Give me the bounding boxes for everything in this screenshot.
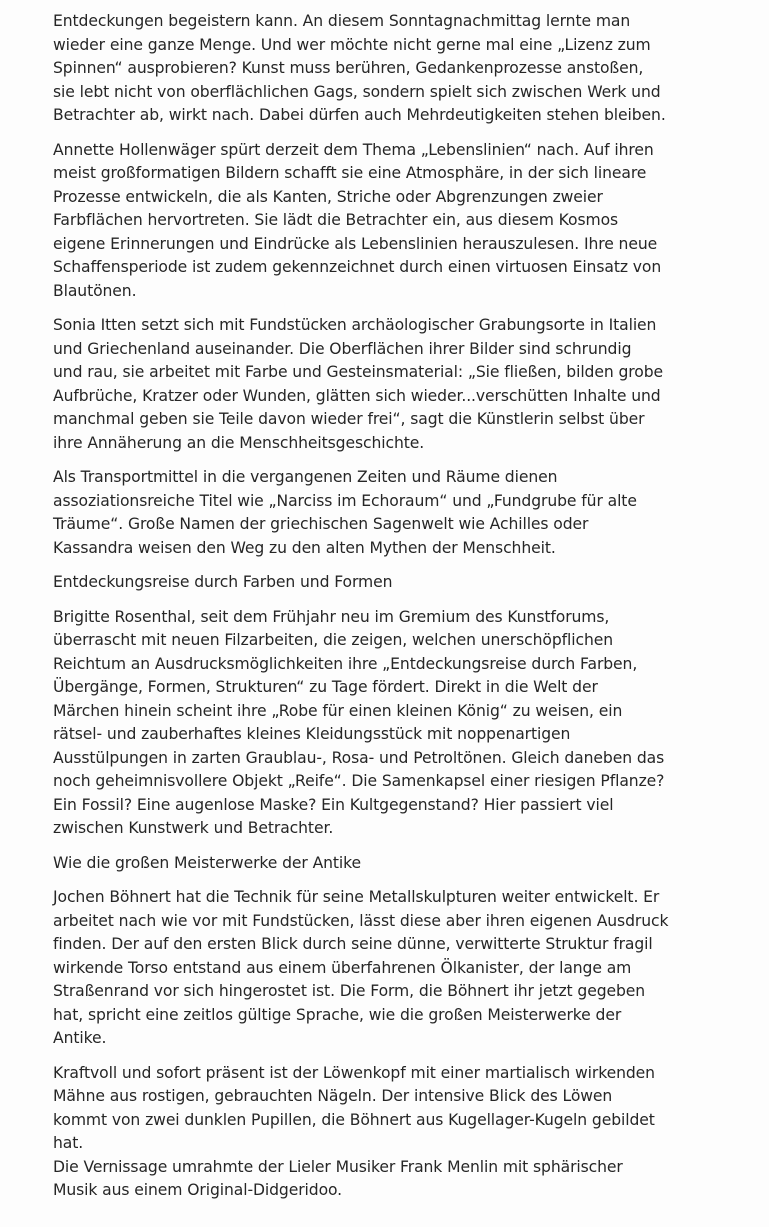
paragraph-4: [53, 466, 725, 560]
text-line: manchmal geben sie Teile davon wieder frei“, sagt die Künstlerin selbst über: [53, 410, 645, 428]
text-line: wieder eine ganze Menge. Und wer möchte nicht gerne mal eine „Lizenz zum: [53, 35, 651, 54]
text-line: und Griechenland auseinander. Die Oberflächen ihrer Bilder sind schrundig: [53, 339, 632, 358]
section-heading-1: [53, 571, 725, 595]
text-line: Prozesse entwickeln, die als Kanten, Striche oder Abgrenzungen zweier: [53, 187, 603, 206]
text-line: Spinnen“ ausprobieren? Kunst muss berühren, Gedankenprozesse anstoßen,: [53, 59, 644, 77]
text-line: Blautönen.: [53, 281, 137, 300]
article-body: [53, 10, 725, 1203]
paragraph-7: [53, 1062, 725, 1203]
text-line: Übergänge, Formen, Strukturen“ zu Tage fördert. Direkt in die Welt der: [53, 678, 598, 696]
text-line: eigene Erinnerungen und Eindrücke als Lebenslinien herauszulesen. Ihre neue: [53, 234, 658, 253]
text-line: ihre Annäherung an die Menschheitsgeschichte.: [53, 433, 425, 452]
text-line: assoziationsreiche Titel wie „Narciss im Echoraum“ und „Fundgrube für alte: [53, 491, 637, 510]
text-line: Antike.: [53, 1029, 107, 1047]
section-heading-2: [53, 852, 725, 876]
text-line: Träume“. Große Namen der griechischen Sagenwelt wie Achilles oder: [53, 515, 589, 533]
text-line: Als Transportmittel in die vergangenen Zeiten und Räume dienen: [53, 468, 558, 486]
text-line: Annette Hollenwäger spürt derzeit dem Thema „Lebenslinien“ nach. Auf ihren: [53, 140, 654, 159]
text-line: zwischen Kunstwerk und Betrachter.: [53, 819, 334, 837]
text-line: hat, spricht eine zeitlos gültige Sprache, wie die großen Meisterwerke der: [53, 1005, 622, 1024]
text-line: Sonia Itten setzt sich mit Fundstücken archäologischer Grabungsorte in Italien: [53, 316, 657, 334]
text-line: kommt von zwei dunklen Pupillen, die Böhnert aus Kugellager-Kugeln gebildet: [53, 1110, 655, 1129]
paragraph-5: [53, 606, 725, 841]
text-line: Märchen hinein scheint ihre „Robe für einen kleinen König“ zu weisen, ein: [53, 701, 623, 720]
text-line: Die Vernissage umrahmte der Lieler Musiker Frank Menlin mit sphärischer: [53, 1157, 623, 1176]
text-line: Jochen Böhnert hat die Technik für seine Metallskulpturen weiter entwickelt. Er: [53, 888, 660, 906]
paragraph-1: [53, 10, 725, 128]
text-line: Kraftvoll und sofort präsent ist der Löwenkopf mit einer martialisch wirkenden: [53, 1063, 655, 1082]
section-heading-text: Entdeckungsreise durch Farben und Formen: [53, 573, 393, 591]
text-line: Ausstülpungen in zarten Graublau-, Rosa- und Petroltönen. Gleich daneben das: [53, 748, 665, 767]
text-line: Musik aus einem Original-Didgeridoo.: [53, 1181, 343, 1199]
text-line: Betrachter ab, wirkt nach. Dabei dürfen auch Mehrdeutigkeiten stehen bleiben.: [53, 106, 666, 124]
text-line: noch geheimnisvollere Objekt „Reife“. Die Samenkapsel einer riesigen Pflanze?: [53, 772, 665, 790]
text-line: sie lebt nicht von oberflächlichen Gags, sondern spielt sich zwischen Werk und: [53, 82, 661, 101]
text-line: Brigitte Rosenthal, seit dem Frühjahr neu im Gremium des Kunstforums,: [53, 607, 610, 626]
text-line: Aufbrüche, Kratzer oder Wunden, glätten sich wieder...verschütten Inhalte und: [53, 386, 661, 405]
paragraph-2: [53, 139, 725, 304]
text-line: hat.: [53, 1134, 84, 1152]
paragraph-6: [53, 886, 725, 1051]
text-line: rätsel- und zauberhaftes kleines Kleidungsstück mit noppenartigen: [53, 725, 571, 743]
section-heading-text: Wie die großen Meisterwerke der Antike: [53, 853, 362, 872]
paragraph-3: [53, 314, 725, 455]
text-line: finden. Der auf den ersten Blick durch seine dünne, verwitterte Struktur fragil: [53, 935, 653, 953]
text-line: Schaffensperiode ist zudem gekennzeichnet durch einen virtuosen Einsatz von: [53, 258, 662, 276]
text-line: überrascht mit neuen Filzarbeiten, die zeigen, welchen unerschöpflichen: [53, 631, 614, 649]
text-line: Reichtum an Ausdrucksmöglichkeiten ihre „Entdeckungsreise durch Farben,: [53, 654, 638, 673]
text-line: Entdeckungen begeistern kann. An diesem Sonntagnachmittag lernte man: [53, 12, 631, 30]
text-line: Straßenrand vor sich hingerostet ist. Die Form, die Böhnert ihr jetzt gegeben: [53, 982, 646, 1000]
text-line: Mähne aus rostigen, gebrauchten Nägeln. Der intensive Blick des Löwen: [53, 1087, 613, 1105]
text-line: wirkende Torso entstand aus einem überfahrenen Ölkanister, der lange am: [53, 958, 632, 977]
text-line: arbeitet nach wie vor mit Fundstücken, lässt diese aber ihren eigenen Ausdruck: [53, 911, 669, 930]
text-line: Farbflächen hervortreten. Sie lädt die Betrachter ein, aus diesem Kosmos: [53, 211, 619, 229]
text-line: Ein Fossil? Eine augenlose Maske? Ein Kultgegenstand? Hier passiert viel: [53, 795, 614, 814]
text-line: und rau, sie arbeitet mit Farbe und Gesteinsmaterial: „Sie fließen, bilden grobe: [53, 363, 663, 381]
text-line: Kassandra weisen den Weg zu den alten Mythen der Menschheit.: [53, 538, 556, 557]
text-line: meist großformatigen Bildern schafft sie eine Atmosphäre, in der sich lineare: [53, 164, 647, 182]
